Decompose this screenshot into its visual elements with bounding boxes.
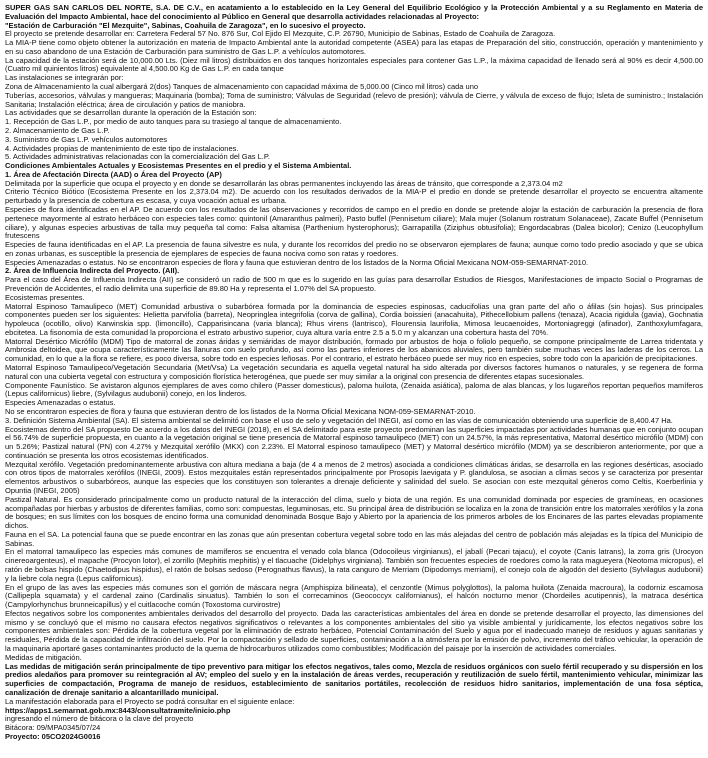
project-title: "Estación de Carburación "El Mezquite", Sabinas, Coahuila de Zaragoza", en lo sucesivo el proyecto. [5, 20, 366, 30]
paragraph: Para el caso del Área de Influencia Indirecta (AII) se consideró un radio de 500 m que es lo sugerido en las guías para desarrollar Estudios de Riesgos, Manifestaciones de impacto Social o Programas de Prevención de Accidentes, el radio delimita una superficie de 89.80 Ha y representa el 1.07% del SA propuesto. [5, 275, 703, 293]
paragraph: Especies de fauna identificadas en el AP. La presencia de fauna silvestre es nula, y durante los recorridos del predio no se observaron ejemplares de fauna; aunque como todo predio asociado y que se ubica en zonas urbanas, es susceptible la presencia de ejemplares de especies de fauna nociva como son ratas y roedores. [5, 240, 703, 258]
paragraph: Las actividades que se desarrollan durante la operación de la Estación son: [5, 108, 257, 118]
paragraph: Medidas de mitigación. [5, 652, 82, 662]
list-item: 5. Actividades administrativas relacionadas con la comercialización del Gas L.P. [5, 152, 270, 162]
paragraph: En el matorral tamaulipeco las especies más comunes de mamíferos se encuentra el venado cola blanca (Odocoileus virginianus), el jabalí (Pecari tajacu), el coyote (Canis latrans), la zorra gris (Urocyon cinereoargenteus), el mapache (Procyon lotor), el zorrillo (Mephitis mephitis) y el tlacuache (Didelphys virginiana). También son frecuentes especies de roedores como la rata magueyera (Neotoma micropus), el ratón de bolsas hispido (Chaetodipus hispidus), el ratón de bolsas sedoso (Perognathus flavus), la rata canguro de Merriam (Dipodomys merriami), el conejo cola de algodón del desierto (Sylvilagus audubonii) y la liebre cola negra (Lepus californicus). [5, 547, 703, 583]
list-item: 1. Recepción de Gas L.P., por medio de auto tanques para su trasiego al tanque de almacenamiento. [5, 117, 342, 127]
paragraph: No se encontraron especies de flora y fauna que estuvieran dentro de los listados de la Norma Oficial Mexicana NOM-059-SEMARNAT-2010. [5, 406, 476, 416]
list-item: 4. Actividades propias de mantenimiento de este tipo de instalaciones. [5, 143, 239, 153]
paragraph: Efectos negativos sobre los componentes ambientales derivados del desarrollo del proyecto. Dada las características ambientales del área en donde se pretende desarrollar el proyecto, las dimensiones del mismo y se concluyó que el mismo no causara efectos negativos significativos o relevantes a los componentes ambientales del sitio ya visible ambiental y jurídicamente, los efectos negativos sobre los componentes ambientales son: Pérdida de la cobertura vegetal por la eliminación de estrato herbáceo, Potencial Contaminación del Suelo y agua por el inadecuado manejo de residuos y aguas sanitarias y residuales, Pérdida de la capacidad de infiltración del suelo. Por la compactación y sellado de superficies, contaminación a la atmósfera por la emisión de polvo, incremento del tráfico vehicular, la operación de la maquinaria aportaré gases contaminantes producto de la quema de hidrocarburos utilizados como combustibles; Modificación del paisaje por la inserción de actividades comerciales. [5, 608, 703, 654]
paragraph: Las instalaciones se integrarán por: [5, 73, 124, 83]
paragraph: Bitácora: 09/MPA0345/07/24 [5, 723, 101, 733]
paragraph: Tuberías, accesorios, válvulas y mangueras; Maquinaria (bomba); Toma de suministro; Válvulas de Seguridad (relevo de presión); válvula de Cierre, y válvula de exceso de flujo; Isleta de suministro.; Instalación Sanitaria; Instalación eléctrica; área de circulación y patios de maniobra. [5, 90, 703, 109]
paragraph: Pastizal Natural. Es considerado principalmente como un producto natural de la interacción del clima, suelo y biota de una región. Es una comunidad dominada por especies de gramíneas, en ocasiones acompañadas por hierbas y arbustos de diferentes familias, como son: compuestas, leguminosas, etc. Su principal área de distribución se localiza en la zona de transición entre los matorrales xerófilos y la zona de bosques; en sus límites con los bosques de encino forma una comunidad denominada Bosque Bajo y Abierto por la apariencia de los primeros arboles de los Encinares de las partes elevadas propiamente dichos. [5, 494, 703, 531]
paragraph: En el grupo de las aves las especies más comunes son el gorrión de máscara negra (Amphispiza bilineata), el cenzontle (Mimus polyglottos), la paloma huilota (Zenaida macroura), la codorniz escamosa (Callipepla squamata) y el cardenal zaino (Cardinalis sinuatus). También lo son el correcaminos (Geococcyx californianus), el halcón nocturno menor (Chordeiles acutipennis), la matraca desértica (Campylorhynchus brunneicapillus) y el cuitlacoche común (Toxostoma curvirostre) [5, 582, 703, 610]
paragraph: La capacidad de la estación será de 10,000.00 Lts. (Diez mil litros) distribuidos en dos tanques horizontales especiales para contener Gas L.P., la máxima capacidad de llenado será al 90% es decir 4,500.00 (Cuatro mil quinientos litros) equivalente al 4,500.00 Kg de Gas L.P. en cada tanque [5, 55, 703, 74]
paragraph: Ecosistemas presentes. [5, 292, 85, 302]
paragraph: Especies Amenazadas o estatus. [5, 398, 116, 408]
paragraph: Matorral Espinoso Tamaulipeco/Vegetación Secundaria (Met/Vsa) La vegetación secundaria es aquella vegetal natural ha sido alterada por diversos factores humanos o naturales, y se regenera de forma natural con una cubierta vegetal con estructura y composición florística heterogénea, que puede ser muy similar a la original con presencia de diferentes etapas sucesionales. [5, 363, 703, 381]
paragraph: Fauna en el SA. La potencial fauna que se puede encontrar en las zonas que aún presentan cobertura vegetal sobre todo en las más alejadas del centro de población más alejadas es la típica del Municipio de Sabinas. [5, 529, 703, 548]
paragraph: El proyecto se pretende desarrollar en: Carretera Federal 57 No. 876 Sur, Col Ejido El Mezquite, C.P. 26790, Municipio de Sabinas, Estado de Coahuila de Zaragoza. [5, 29, 556, 39]
paragraph: La manifestación elaborada para el Proyecto se podrá consultar en el siguiente enlace: [5, 696, 295, 706]
paragraph: Matorral Espinoso Tamaulipeco (MET) Comunidad arbustiva o subarbórea formada por la dominancia de especies espinosas, caducifolias una gran parte del año o áfilas (sin hojas). Sus principales componentes pueden ser los siguientes: Helietta parvifolia (barreta), Neopringlea integrifolia (corva de gallina), Cordia boissieri (anacahuita), Pithecellobium pallens (tenaza), Acacia rigidula (gavia), Gochnatia hypoleuca (ocotillo, olivo) Karwinskia spp. (limoncillo), Capparisincana (varia blanca); Rhus virens (lantrisco), Flourensia laurifolia, Mimosa leucaenoides, Mortoniagreggi (afinador), Zanthoxylumfagara, ebcitetea. La fisonomía de esta comunidad la proporciona el estrato arbustivo superior, cuya altura varía entre 2.5 a 5.0 m y alcanzan una cobertura hasta del 70%. [5, 301, 703, 337]
paragraph: Mezquital xerófilo. Vegetación predominantemente arbustiva con altura mediana a baja (de 4 a menos de 2 metros) asociada a condiciones climáticas áridas, se desarrolla en las regiones desérticas, asociado con otros tipos de matorrales xerófilos (INEGI, 2009). Estos mezquitales están representados principalmente por Prosopis laevigata y P. glandulosa, se asocian a climas secos y se caracteriza por presentar elementos arbustivos o subarbóreos, aunque las especies que los constituyen son tolerantes a drenaje deficiente y salinidad del suelo. Se asocian con este mezquital géneros como Celtis, Koerberlinia y Opuntia (INEGI, 2005) [5, 459, 703, 495]
paragraph: 3. Definición Sistema Ambiental (SA). El sistema ambiental se delimitó con base el uso de selo y vegetación del INEGI, así como en las vías de comunicación obteniendo una superficie de 8,400.47 Ha. [5, 415, 673, 425]
list-item: 3. Suministro de Gas L.P. vehículos automotores [5, 134, 168, 144]
notice-heading: SUPER GAS SAN CARLOS DEL NORTE, S.A. DE C.V., en acatamiento a lo establecido en la Ley General del Equilibrio Ecológico y la Protección Ambiental y a su Reglamento en Materia de Evaluación del Impacto Ambiental, hace del conocimiento al Público en General que desarrolla actividades relacionadas al Proyecto: [5, 3, 703, 21]
paragraph: La MIA-P tiene como objeto obtener la autorización en materia de Impacto Ambiental ante la autoridad competente (ASEA) para las etapas de Preparación del sitio, construcción, operación y mantenimiento y en su caso abandono de una Estación de Carburación para suministro de Gas L.P. a vehículos automotores. [5, 38, 703, 56]
bitacora-number: Proyecto: 05CO2024G0016 [5, 731, 101, 741]
section-heading: 2. Área de Influencia Indirecta del Proyecto. (AII). [5, 266, 180, 276]
consultation-link[interactable]: ingresando el número de bitácora o la clave del proyecto [5, 714, 194, 724]
paragraph: Delimitada por la superficie que ocupa el proyecto y en donde se desarrollarán las obras permanentes incluyendo las áreas de tránsito, que corresponde a 2,373.04 m2 [5, 178, 563, 188]
consultation-note: https://apps1.semarnat.gob.mx:8443/consultatramite/inicio.php [5, 705, 231, 715]
section-heading: Condiciones Ambientales Actuales y Ecosistemas Presentes en el predio y el Sistema Ambiental. [5, 161, 352, 171]
paragraph: Especies de flora identificadas en el AP. De acuerdo con los resultados de las observaciones y recorridos de campo en el predio en donde se pretende alojar la estación de carburación la presencia de flora pertenece mayormente al estrato herbáceo con especies tales como: quintonil (Amaranthus palmeri), Pasto buffel (Pennisetum ciliare); Mala mujer (Solanum rostratum Solanaceae), Zacate Buffel (Pennisetum ciliare), y algunas especies arbustivas de talla muy pequeña tal como: Falsa altamisa (Parthenium hysterophorus); Garrapatilla (Ziziphus obtusifolia); Engordacabras (Dalea bicolor); Cenizo (Leucophyllum frutescens [5, 204, 703, 241]
section-heading: 1. Área de Afectación Directa (AAD) o Área del Proyecto (AP) [5, 169, 222, 179]
paragraph: Ecosistemas dentro del SA propuesto De acuerdo a los datos del INEGI (2018), en el SA delimitado para este proyecto predominan las superficies impactadas por actividades humanas que en conjunto ocupan el 56.74% de superficie propuesta, en cuanto a la vegetación original se tiene presencia de Matorral espinoso tamaulipeco (MET) con un 24.57%, la más representativa, Matorral desértico micrófilo (MDM) con un 5.26%; Pastizal natural (PN) con 4.27% y Mezquital xerófilo (MKX) con 2.23%. El Matorral espinoso tamaulipeco (MET) y Matorral desértico micrófilo (MDM) ya se describieron anteriormente, por que a continuación se presenta los otros ecosistemas identificados. [5, 424, 703, 460]
paragraph: Especies Amenazadas o estatus. No se encontraron especies de flora y fauna que estuvieran dentro de los listados de la Norma Oficial Mexicana NOM-059-SEMARNAT-2010. [5, 257, 589, 267]
paragraph: Componente Faunístico. Se avistaron algunos ejemplares de aves como chilero (Passer domesticus), paloma huilota, (Zenaida asiática), paloma de alas blancas, y los lugareños reportan pequeños mamíferos (Lepus californicus) liebre, (Sylvilagus audubonii) conejo, en los linderos. [5, 380, 703, 399]
list-item: 2. Almacenamiento de Gas L.P. [5, 125, 110, 135]
paragraph: Matorral Desértico Micrófilo (MDM) Tipo de matorral de zonas áridas y semiáridas de mayor distribución, formado por arbustos de hoja o foliolo pequeño, se compone principalmente de Larrea tridentata y Ambrosia deltoidea, que ocupa característicamente las llanuras con suelo profundo, así como las partes inferiores de los abanicos aluviales, pero también sube muchas veces las laderas de los cerros. La comunidad, en lo que a la flora se refiere, es poco diversa, sobre todo en especies leñosas. Por el contrario, el estrato herbáceo puede ser muy rico en especies, sobre todo con la aparición de precipitaciones. [5, 336, 703, 364]
paragraph: Zona de Almacenamiento la cual albergará 2(dos) Tanques de almacenamiento con capacidad máxima de 5,000.00 (Cinco mil litros) cada uno [5, 82, 479, 92]
paragraph: Criterio Técnico Biótico (Ecosistema Presente en los 2,373.04 m2). De acuerdo con los resultados derivados de la MIA-P el predio en donde se pretende desarrollar el proyecto se encuentra altamente perturbado y la presencia de cobertura es escasa, y cuya vocación actual es urbana. [5, 187, 703, 206]
section-heading: Las medidas de mitigación serán principalmente de tipo preventivo para mitigar los efectos negativos, tales como, Mezcla de residuos orgánicos con suelo fértil recuperado y su dispersión en los predios aledaños para promover su reintegración al AV; empleo del suelo y en la instalación de áreas verdes, recuperación y reutilización de suelo fértil, mantenimiento vehicular, minimizar las superficies de compactación, Programa de manejo de residuos, establecimiento de sanitarios portátiles, recolección de residuos hidro sanitarios, implementación de una fosa séptica, canalización de drenaje sanitario a alcantarillado municipal. [5, 661, 703, 697]
